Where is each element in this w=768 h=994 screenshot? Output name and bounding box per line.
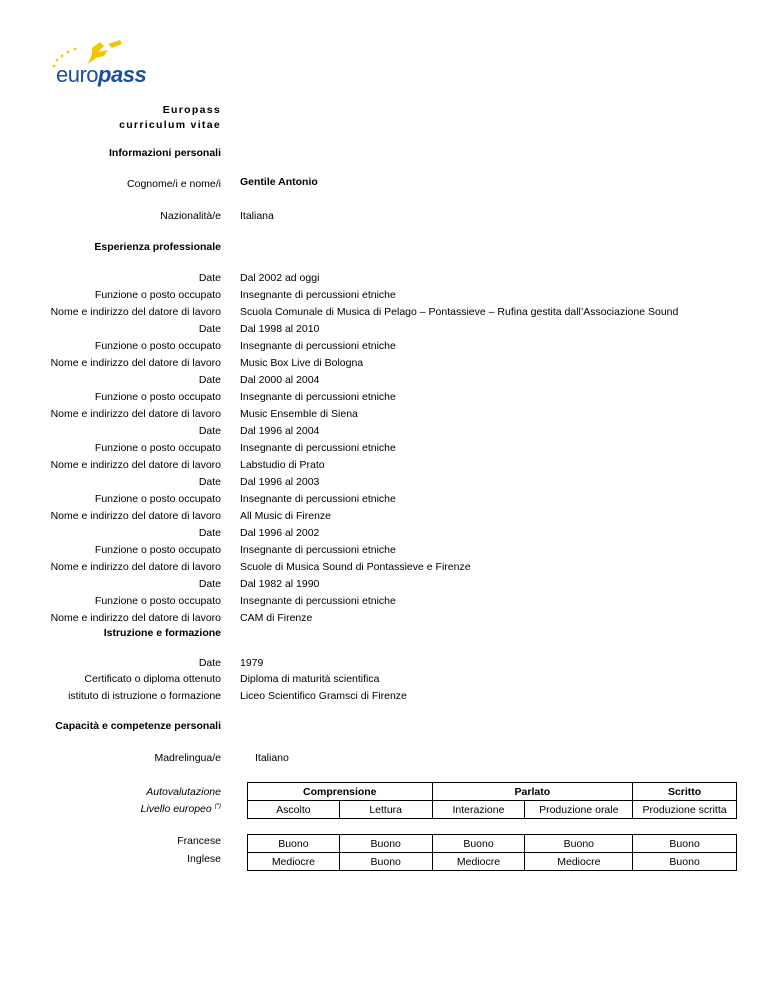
experience-date-value: Dal 1998 al 2010 — [240, 323, 320, 335]
education-date-label: Date — [198, 657, 221, 669]
experience-employer-label: Nome e indirizzo del datore di lavoro — [50, 408, 221, 420]
experience-role-label: Funzione o posto occupato — [94, 391, 221, 403]
experience-role-value: Insegnante di percussioni etniche — [240, 289, 396, 301]
mother-tongue-label: Madrelingua/e — [154, 752, 221, 764]
experience-role-label: Funzione o posto occupato — [94, 493, 221, 505]
europass-logo — [48, 40, 147, 96]
col-produzione-scritta: Produzione scritta — [633, 801, 737, 819]
cv-title-line2: curriculum vitae — [119, 119, 221, 131]
col-produzione-orale: Produzione orale — [525, 801, 633, 819]
nationality-value: Italiana — [240, 210, 274, 222]
surname-value: Gentile Antonio — [240, 176, 318, 188]
language-header-table — [247, 782, 737, 819]
experience-date-value: Dal 2000 al 2004 — [240, 374, 320, 386]
table-cell: Mediocre — [248, 853, 340, 871]
col-lettura: Lettura — [339, 801, 432, 819]
european-level-note: (*) — [214, 803, 221, 810]
experience-date-label: Date — [198, 374, 221, 386]
experience-role-label: Funzione o posto occupato — [94, 595, 221, 607]
table-cell: Buono — [248, 835, 340, 853]
certificate-label: Certificato o diploma ottenuto — [84, 673, 221, 685]
group-scritto: Scritto — [633, 783, 737, 801]
institution-value: Liceo Scientifico Gramsci di Firenze — [240, 690, 407, 702]
experience-employer-label: Nome e indirizzo del datore di lavoro — [50, 459, 221, 471]
experience-employer-value: All Music di Firenze — [240, 510, 332, 522]
table-cell: Mediocre — [432, 853, 525, 871]
experience-date-label: Date — [198, 425, 221, 437]
personal-heading: Informazioni personali — [108, 147, 221, 159]
group-parlato: Parlato — [432, 783, 633, 801]
experience-role-label: Funzione o posto occupato — [94, 289, 221, 301]
certificate-value: Diploma di maturità scientifica — [240, 673, 380, 685]
col-ascolto: Ascolto — [248, 801, 340, 819]
logo-text — [56, 62, 146, 88]
language-values-table — [247, 834, 737, 871]
skills-heading: Capacità e competenze personali — [55, 720, 221, 732]
cv-title-line1: Europass — [162, 104, 221, 116]
experience-date-value: Dal 1996 al 2004 — [240, 425, 320, 437]
self-evaluation-label: Autovalutazione — [146, 786, 221, 798]
group-comprensione: Comprensione — [248, 783, 433, 801]
experience-role-value: Insegnante di percussioni etniche — [240, 391, 396, 403]
experience-role-label: Funzione o posto occupato — [94, 544, 221, 556]
table-cell: Buono — [633, 853, 737, 871]
experience-employer-value: Scuole di Musica Sound di Pontassieve e Firenze — [240, 561, 471, 573]
table-cell: Buono — [525, 835, 633, 853]
experience-employer-label: Nome e indirizzo del datore di lavoro — [50, 306, 221, 318]
mother-tongue-value: Italiano — [255, 752, 289, 764]
cv-title — [119, 103, 221, 133]
experience-employer-value: Scuola Comunale di Musica di Pelago – Pontassieve – Rufina gestita dall’Associazione Sound — [240, 306, 679, 318]
european-level-label — [141, 803, 221, 815]
table-cell: Buono — [339, 853, 432, 871]
experience-date-value: Dal 1996 al 2002 — [240, 527, 320, 539]
experience-heading: Esperienza professionale — [94, 241, 221, 253]
experience-employer-label: Nome e indirizzo del datore di lavoro — [50, 612, 221, 624]
col-interazione: Interazione — [432, 801, 525, 819]
surname-label: Cognome/i e nome/i — [127, 178, 221, 190]
experience-role-value: Insegnante di percussioni etniche — [240, 595, 396, 607]
education-date-value: 1979 — [240, 657, 264, 669]
experience-employer-value: Labstudio di Prato — [240, 459, 325, 471]
table-cell: Buono — [633, 835, 737, 853]
nationality-label: Nazionalità/e — [160, 210, 221, 222]
experience-role-value: Insegnante di percussioni etniche — [240, 493, 396, 505]
logo-text-euro: euro — [56, 62, 99, 87]
experience-employer-value: CAM di Firenze — [240, 612, 313, 624]
table-cell: Buono — [432, 835, 525, 853]
language-name-francese: Francese — [177, 835, 221, 847]
language-name-inglese: Inglese — [187, 853, 221, 865]
experience-date-label: Date — [198, 578, 221, 590]
experience-role-value: Insegnante di percussioni etniche — [240, 442, 396, 454]
table-row — [248, 853, 737, 871]
experience-employer-value: Music Box Live di Bologna — [240, 357, 364, 369]
european-level-text: Livello europeo — [140, 803, 212, 815]
experience-role-value: Insegnante di percussioni etniche — [240, 340, 396, 352]
experience-employer-label: Nome e indirizzo del datore di lavoro — [50, 561, 221, 573]
experience-date-label: Date — [198, 476, 221, 488]
table-cell: Buono — [339, 835, 432, 853]
experience-date-value: Dal 2002 ad oggi — [240, 272, 320, 284]
experience-date-label: Date — [198, 527, 221, 539]
experience-role-label: Funzione o posto occupato — [94, 442, 221, 454]
education-heading: Istruzione e formazione — [103, 627, 221, 639]
table-row — [248, 835, 737, 853]
experience-role-value: Insegnante di percussioni etniche — [240, 544, 396, 556]
table-cell: Mediocre — [525, 853, 633, 871]
experience-employer-value: Music Ensemble di Siena — [240, 408, 358, 420]
experience-role-label: Funzione o posto occupato — [94, 340, 221, 352]
institution-label: istituto di istruzione o formazione — [68, 690, 221, 702]
experience-employer-label: Nome e indirizzo del datore di lavoro — [50, 357, 221, 369]
experience-employer-label: Nome e indirizzo del datore di lavoro — [50, 510, 221, 522]
experience-date-label: Date — [198, 272, 221, 284]
experience-date-value: Dal 1996 al 2003 — [240, 476, 320, 488]
experience-date-label: Date — [198, 323, 221, 335]
experience-date-value: Dal 1982 al 1990 — [240, 578, 320, 590]
logo-text-pass: pass — [98, 62, 147, 87]
